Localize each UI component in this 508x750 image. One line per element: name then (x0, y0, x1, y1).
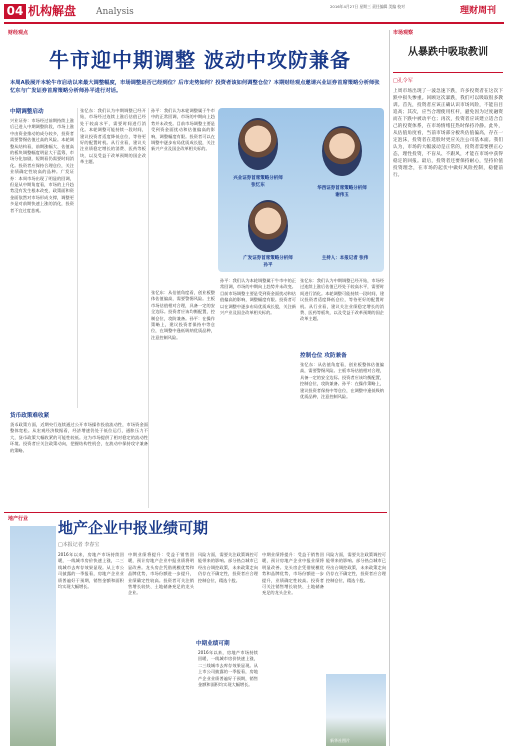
sidebar-headline: 从暴跌中吸取教训 (408, 47, 488, 58)
newspaper-logo: 理财周刊 (460, 6, 497, 16)
column-1b: 货币政策方面，近期央行连续通过公开市场操作投放流动性，市场资金面整体宽松。从宏观经济数据看，经济增速仍处于低位运行，通胀压力不大，货币政策大幅收紧的可能性较低。这为市场提供了相对稳定的流动性环境。投资者应关注政策动向，把握结构性机会，在波动中保持攻守兼备的策略。 (10, 422, 148, 453)
sidebar-author: □孔令军 (393, 78, 413, 84)
second-col-5: 风险方面，需要关注政策调控可能带来的影响。部分热点城市已经出台调控政策，未来政策走向仍存在不确定性，投资者应合理控制仓位，精选个股。 (326, 552, 386, 583)
second-byline: □本报记者 李春宝 (58, 542, 100, 548)
second-col-3: 风险方面，需要关注政策调控可能带来的影响。部分热点城市已经出台调控政策，未来政策走向仍存在不确定性，投资者应合理控制仓位，精选个股。 (198, 552, 258, 583)
sidebar-body: 上周市场出现了一波急速下跌，许多投资者在这次下跌中损失惨重。回顾这次暴跌，我们可以吸取很多教训。首先，投资者应该正确认识市场风险，不能盲目追高；其次，应当合理使用杠杆，避免因为过度融资而在下跌中被动平仓；再次，投资者应该建立适合自己的投资体系，在市场情绪狂热时保持冷静。此外，从估值角度看，当前市场部分板块估值偏高，存在一定泡沫，投资者在选股时更应关注公司基本面。我们认为，市场的大幅波动是正常的，投资者需要摆正心态，理性投资，不盲从、不跟风，才能在市场中获得稳定的回报。最后，投资者还要保持耐心，坚持价值投资理念，在市场的起伏中做好风险控制，稳健前行。 (393, 89, 503, 178)
page-number: 04 (4, 4, 26, 19)
second-tag: 地产行业 (8, 516, 29, 522)
column-divider (77, 108, 78, 408)
caption-name-1: 张忆东 (251, 183, 265, 188)
caption-org-2: 广发证券首席策略分析师 (243, 256, 293, 261)
column-5b: 张忆东：从估值角度看，创业板整体估值偏高，需要警惕风险。主板市场估值相对合理，具备一定的安全边际。投资者应该均衡配置，控制仓位，攻防兼备。孙平：在操作策略上，建议投资者保持中等仓位，在调整中逢低吸纳优质品种，注意控制风险。 (300, 362, 384, 400)
city-photo (326, 674, 386, 746)
subheading-mid-term: 中期调整启动 (10, 109, 44, 115)
main-lead: 本周A股展开本轮牛市启动以来最大调整幅度，市场调整是否已经到位？后市走势如何？投资者该如何调整仓位？本期财经观点邀请兴业证券首席策略分析师张忆东与广发证券首席策略分析师孙平进行对话。 (10, 80, 380, 94)
second-headline: 地产企业中报业绩可期 (58, 519, 209, 537)
column-3b: 张忆东：从估值角度看，创业板整体估值偏高，需要警惕风险。主板市场估值相对合理，具备一定的安全边际。投资者应该均衡配置，控制仓位，攻防兼备。孙平：在操作策略上，建议投资者保持中等仓位，在调整中逢低吸纳优质品种，注意控制风险。 (151, 290, 215, 340)
sidebar-rule (393, 72, 503, 73)
column-1: 兴业证券：市场经过前期持续上涨后已进入中期调整阶段，市场上涨中由资金推动的成分较多，投资者需要警惕估值过高的风险。本轮调整从结构看，前期涨幅大、估值高的板块调整幅度明显大于蓝筹，市场分化加剧，短期看仍需要时间消化。投资者应保持合理仓位，关注业绩确定性较高的品种。广发证券：本周市场出现了明显的回调，但是从中期角度看，市场的上升趋势没有发生根本改变，政策面和资金面依然对市场形成支撑，调整更多是对前期快速上涨的消化，投资者不宜过度悲观。 (10, 118, 74, 213)
second-col-4: 中期业绩将提升：受益于销售回暖，预计房地产企业中报业绩将明显改善。龙头房企凭借规模优势和品牌优势，市场份额进一步提升，业绩确定性较高。投资者可关注销售增长较快、土地储备充足的龙头企业。 (262, 552, 324, 596)
subheading-position: 控制仓位 攻防兼备 (300, 353, 347, 359)
photo-credit: 新华社图片 (330, 738, 350, 743)
caption-name-3: 谢伟玉 (335, 193, 349, 198)
column-divider (148, 108, 149, 508)
sidebar-tag: 市场观察 (393, 30, 414, 36)
column-4: 孙平：我们认为本轮调整属于牛市中的正常回调，市场的中期向上趋势并未改变。目前市场调整主要是受到资金面扰动和估值偏高的影响，调整幅度有限。投资者可以在调整中逐步布局优质成长股，关注新兴产业及国企改革相关标的。 (220, 278, 296, 316)
column-3: 孙平：我们认为本轮调整属于牛市中的正常回调，市场的中期向上趋势并未改变。目前市场调整主要是受到资金面扰动和估值偏高的影响，调整幅度有限。投资者可以在调整中逐步布局优质成长股，关注新兴产业及国企改革相关标的。 (151, 108, 215, 152)
header-rule (4, 22, 504, 24)
section-title-en: Analysis (96, 7, 134, 17)
host-caption: 主持人：本报记者 张伟 (321, 256, 369, 261)
main-headline: 牛市迎中期调整 波动中攻防兼备 (49, 48, 351, 72)
section-title: 机构解盘 (28, 4, 77, 18)
caption-org-3: 华西证券首席策略分析师 (317, 186, 367, 191)
building-photo (10, 526, 56, 746)
sidebar-divider (389, 30, 390, 746)
caption-name-2: 孙平 (263, 263, 273, 268)
caption-org-1: 兴业证券首席策略分析师 (233, 176, 283, 181)
expert-portrait (238, 118, 278, 170)
second-col-2: 中期业绩将提升：受益于销售回暖，预计房地产企业中报业绩将明显改善。龙头房企凭借规模优势和品牌优势，市场份额进一步提升，业绩确定性较高。投资者可关注销售增长较快、土地储备充足的龙头企业。 (128, 552, 194, 596)
second-col-3b: 2016年以来，房地产市场持续回暖，一线城市房价快速上涨，二三线城市去库存效果显现。从上市公司披露的一季报看，房地产企业业绩普遍好于预期，销售金额和面积均实现大幅增长。 (198, 650, 258, 688)
subheading-monetary: 货币政策难收紧 (10, 413, 50, 419)
main-tag: 财经观点 (8, 30, 29, 36)
article-rule (4, 512, 387, 513)
issue-meta: 2016年4月27日 星期三 责任编辑 美编 校对 (330, 4, 405, 9)
second-subheading: 中期业绩可期 (196, 641, 230, 647)
second-col-1: 2016年以来，房地产市场持续回暖，一线城市房价快速上涨，二三线城市去库存效果显现。从上市公司披露的一季报看，房地产企业业绩普遍好于预期，销售金额和面积均实现大幅增长。 (58, 552, 124, 590)
column-2: 张忆东：我们认为中期调整已经开始，市场经过连续上涨后估值已经处于较高水平，需要时间进行消化。本轮调整可能持续一段时间，建议投资者适度降低仓位，等待更好的配置时机。从行业看，建议关注业绩稳定增长的消费、医药等板块，以及受益于改革预期的国企改革主题。 (80, 108, 146, 165)
column-5: 张忆东：我们认为中期调整已经开始，市场经过连续上涨后估值已经处于较高水平，需要时间进行消化。本轮调整可能持续一段时间，建议投资者适度降低仓位，等待更好的配置时机。从行业看，建议关注业绩稳定增长的消费、医药等板块，以及受益于改革预期的国企改革主题。 (300, 278, 384, 322)
expert-portrait (322, 126, 362, 176)
expert-portrait (248, 200, 288, 252)
